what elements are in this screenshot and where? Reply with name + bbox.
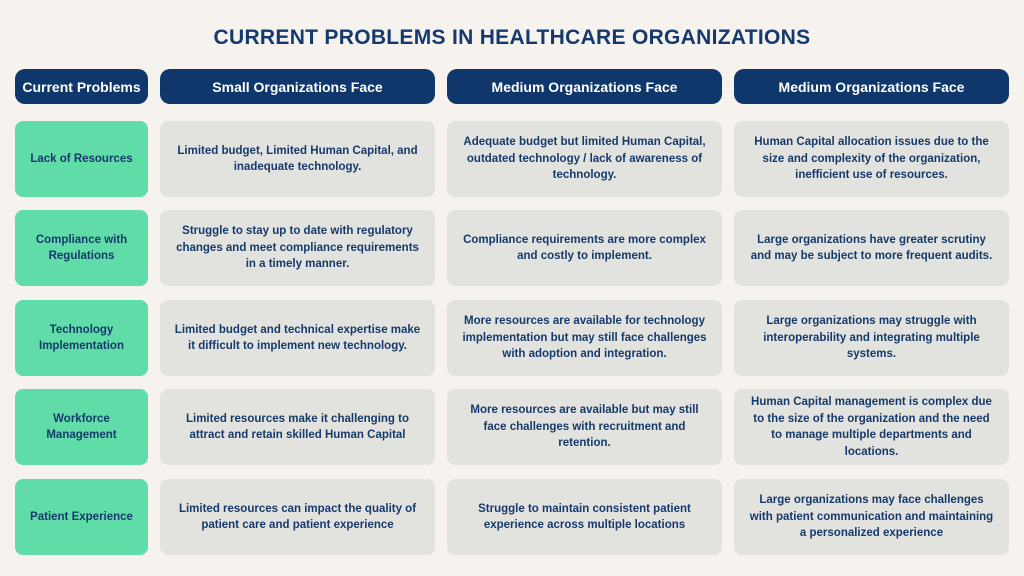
cell-small-lack-of-resources: Limited budget, Limited Human Capital, and inadequate technology.: [160, 121, 435, 197]
cell-large-patient-experience: Large organizations may face challenges with patient communication and maintaining a personalized experience: [734, 479, 1009, 555]
cell-small-workforce: Limited resources make it challenging to attract and retain skilled Human Capital: [160, 389, 435, 465]
cell-large-workforce: Human Capital management is complex due to the size of the organization and the need to manage multiple departments and locations.: [734, 389, 1009, 465]
cell-small-technology: Limited budget and technical expertise make it difficult to implement new technology.: [160, 300, 435, 376]
cell-large-lack-of-resources: Human Capital allocation issues due to the size and complexity of the organization, inefficient use of resources.: [734, 121, 1009, 197]
header-small-organizations: Small Organizations Face: [160, 69, 435, 104]
header-current-problems: Current Problems: [15, 69, 148, 104]
problem-label-technology: Technology Implementation: [15, 300, 148, 376]
problem-label-lack-of-resources: Lack of Resources: [15, 121, 148, 197]
problem-label-patient-experience: Patient Experience: [15, 479, 148, 555]
header-medium-organizations-2: Medium Organizations Face: [734, 69, 1009, 104]
cell-medium-compliance: Compliance requirements are more complex and costly to implement.: [447, 210, 722, 286]
cell-medium-lack-of-resources: Adequate budget but limited Human Capital, outdated technology / lack of awareness of technology.: [447, 121, 722, 197]
header-medium-organizations: Medium Organizations Face: [447, 69, 722, 104]
cell-large-technology: Large organizations may struggle with interoperability and integrating multiple systems.: [734, 300, 1009, 376]
cell-small-patient-experience: Limited resources can impact the quality of patient care and patient experience: [160, 479, 435, 555]
cell-medium-technology: More resources are available for technology implementation but may still face challenges with adoption and integration.: [447, 300, 722, 376]
problem-label-workforce: Workforce Management: [15, 389, 148, 465]
cell-medium-workforce: More resources are available but may still face challenges with recruitment and retention.: [447, 389, 722, 465]
problem-label-compliance: Compliance with Regulations: [15, 210, 148, 286]
cell-medium-patient-experience: Struggle to maintain consistent patient experience across multiple locations: [447, 479, 722, 555]
cell-large-compliance: Large organizations have greater scrutiny and may be subject to more frequent audits.: [734, 210, 1009, 286]
page-title: CURRENT PROBLEMS IN HEALTHCARE ORGANIZATIONS: [213, 26, 811, 49]
cell-small-compliance: Struggle to stay up to date with regulatory changes and meet compliance requirements in a timely manner.: [160, 210, 435, 286]
